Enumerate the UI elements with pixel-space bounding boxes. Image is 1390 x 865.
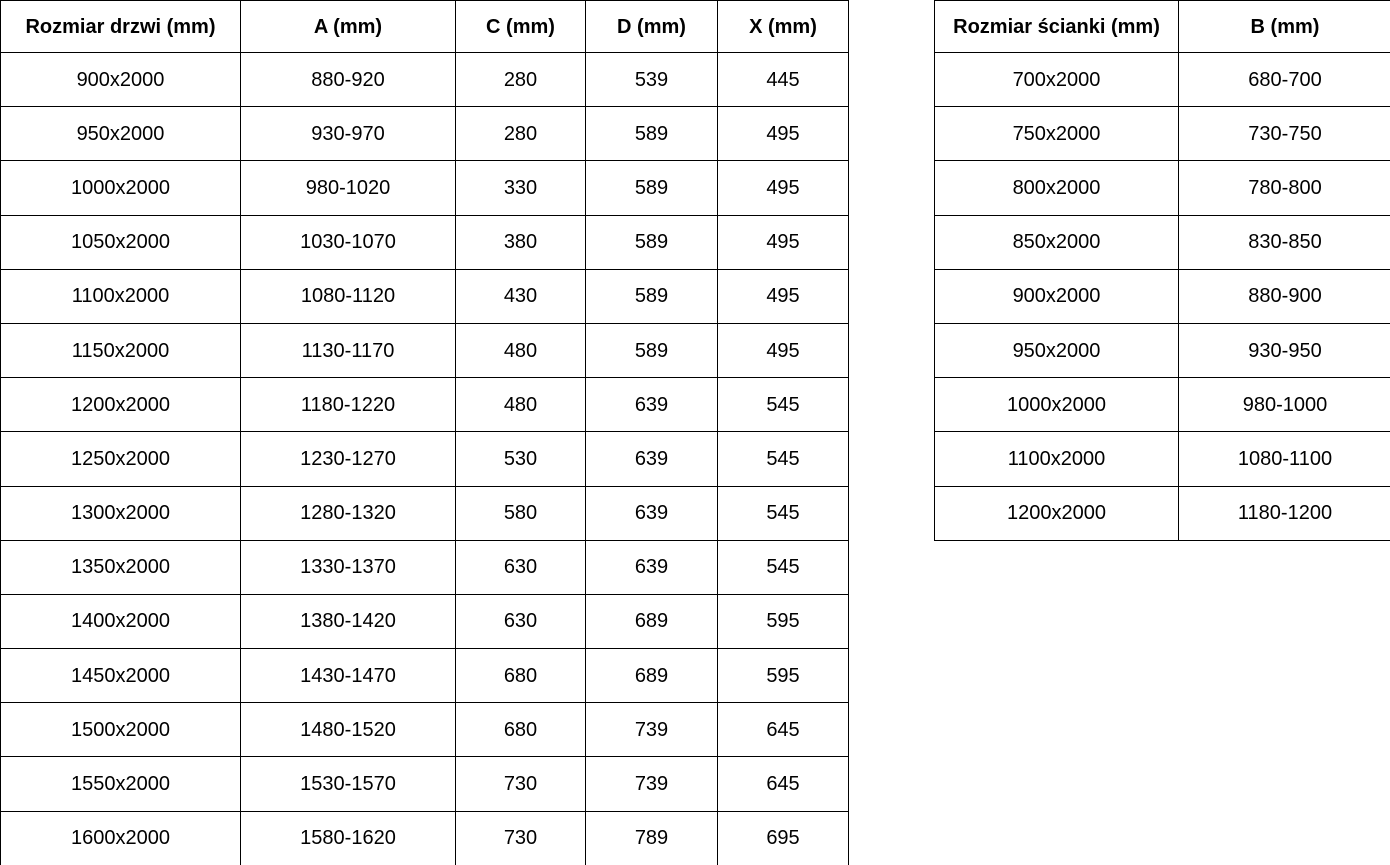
table-row xyxy=(1,432,849,486)
table-cell: 639 xyxy=(586,378,718,432)
table-cell: 595 xyxy=(718,649,849,703)
table-cell: 689 xyxy=(586,649,718,703)
table-cell: 1180-1220 xyxy=(241,378,456,432)
table-cell: 850x2000 xyxy=(935,215,1179,269)
table-cell: 1450x2000 xyxy=(1,649,241,703)
table-row xyxy=(935,107,1390,161)
table-cell: 730 xyxy=(456,811,586,865)
table-cell: 645 xyxy=(718,757,849,811)
table-cell: 1030-1070 xyxy=(241,215,456,269)
table-cell: 589 xyxy=(586,161,718,215)
table-cell: 639 xyxy=(586,486,718,540)
table-cell: 1530-1570 xyxy=(241,757,456,811)
table-cell: 545 xyxy=(718,486,849,540)
table-cell: 1130-1170 xyxy=(241,323,456,377)
table-row xyxy=(1,107,849,161)
table-row xyxy=(1,811,849,865)
wall-table-header-row xyxy=(935,1,1390,53)
table-cell: 900x2000 xyxy=(935,269,1179,323)
table-row xyxy=(1,378,849,432)
table-cell: 1200x2000 xyxy=(1,378,241,432)
table-cell: 589 xyxy=(586,215,718,269)
table-cell: 700x2000 xyxy=(935,53,1179,107)
table-cell: 589 xyxy=(586,323,718,377)
table-cell: 530 xyxy=(456,432,586,486)
table-cell: 1480-1520 xyxy=(241,703,456,757)
table-cell: 800x2000 xyxy=(935,161,1179,215)
column-header: D (mm) xyxy=(586,1,718,53)
wall-sizes-table xyxy=(934,0,1390,541)
table-cell: 639 xyxy=(586,540,718,594)
table-cell: 1100x2000 xyxy=(935,432,1179,486)
table-cell: 1350x2000 xyxy=(1,540,241,594)
table-cell: 930-970 xyxy=(241,107,456,161)
wall-table-body xyxy=(935,53,1390,541)
table-cell: 1500x2000 xyxy=(1,703,241,757)
table-cell: 1100x2000 xyxy=(1,269,241,323)
table-cell: 495 xyxy=(718,161,849,215)
table-row xyxy=(935,432,1390,486)
table-cell: 445 xyxy=(718,53,849,107)
table-row xyxy=(1,215,849,269)
table-row xyxy=(1,703,849,757)
table-cell: 645 xyxy=(718,703,849,757)
table-row xyxy=(935,269,1390,323)
table-cell: 1600x2000 xyxy=(1,811,241,865)
table-cell: 630 xyxy=(456,540,586,594)
table-cell: 330 xyxy=(456,161,586,215)
table-cell: 980-1000 xyxy=(1179,378,1390,432)
table-cell: 545 xyxy=(718,432,849,486)
table-row xyxy=(1,269,849,323)
table-cell: 789 xyxy=(586,811,718,865)
table-cell: 930-950 xyxy=(1179,323,1390,377)
table-row xyxy=(935,323,1390,377)
table-cell: 1330-1370 xyxy=(241,540,456,594)
table-cell: 730 xyxy=(456,757,586,811)
table-cell: 539 xyxy=(586,53,718,107)
table-cell: 739 xyxy=(586,703,718,757)
table-cell: 780-800 xyxy=(1179,161,1390,215)
table-cell: 680 xyxy=(456,703,586,757)
table-row xyxy=(935,378,1390,432)
table-cell: 430 xyxy=(456,269,586,323)
table-cell: 1080-1120 xyxy=(241,269,456,323)
table-row xyxy=(1,540,849,594)
table-row xyxy=(1,594,849,648)
table-cell: 495 xyxy=(718,323,849,377)
table-cell: 639 xyxy=(586,432,718,486)
table-row xyxy=(935,161,1390,215)
table-cell: 495 xyxy=(718,107,849,161)
table-cell: 280 xyxy=(456,107,586,161)
table-cell: 880-920 xyxy=(241,53,456,107)
door-table-header-row xyxy=(1,1,849,53)
table-cell: 1180-1200 xyxy=(1179,486,1390,540)
table-row xyxy=(1,161,849,215)
table-cell: 595 xyxy=(718,594,849,648)
table-cell: 689 xyxy=(586,594,718,648)
table-cell: 1080-1100 xyxy=(1179,432,1390,486)
table-cell: 750x2000 xyxy=(935,107,1179,161)
table-row xyxy=(935,486,1390,540)
column-header: C (mm) xyxy=(456,1,586,53)
table-cell: 380 xyxy=(456,215,586,269)
table-cell: 1200x2000 xyxy=(935,486,1179,540)
table-cell: 900x2000 xyxy=(1,53,241,107)
table-cell: 1580-1620 xyxy=(241,811,456,865)
table-cell: 1150x2000 xyxy=(1,323,241,377)
table-cell: 680-700 xyxy=(1179,53,1390,107)
table-cell: 545 xyxy=(718,540,849,594)
table-cell: 580 xyxy=(456,486,586,540)
table-cell: 495 xyxy=(718,215,849,269)
table-cell: 1250x2000 xyxy=(1,432,241,486)
table-cell: 1000x2000 xyxy=(1,161,241,215)
table-cell: 695 xyxy=(718,811,849,865)
table-row xyxy=(1,53,849,107)
table-cell: 1000x2000 xyxy=(935,378,1179,432)
column-header: Rozmiar ścianki (mm) xyxy=(935,1,1179,53)
table-cell: 480 xyxy=(456,323,586,377)
table-cell: 630 xyxy=(456,594,586,648)
column-header: Rozmiar drzwi (mm) xyxy=(1,1,241,53)
table-cell: 545 xyxy=(718,378,849,432)
table-cell: 1280-1320 xyxy=(241,486,456,540)
table-cell: 680 xyxy=(456,649,586,703)
table-row xyxy=(935,215,1390,269)
table-cell: 1300x2000 xyxy=(1,486,241,540)
table-row xyxy=(1,486,849,540)
table-cell: 950x2000 xyxy=(1,107,241,161)
table-cell: 495 xyxy=(718,269,849,323)
table-cell: 1400x2000 xyxy=(1,594,241,648)
column-header: X (mm) xyxy=(718,1,849,53)
table-cell: 280 xyxy=(456,53,586,107)
table-cell: 730-750 xyxy=(1179,107,1390,161)
column-header: B (mm) xyxy=(1179,1,1390,53)
table-cell: 1380-1420 xyxy=(241,594,456,648)
table-cell: 739 xyxy=(586,757,718,811)
table-cell: 1430-1470 xyxy=(241,649,456,703)
table-row xyxy=(935,53,1390,107)
table-cell: 589 xyxy=(586,107,718,161)
column-header: A (mm) xyxy=(241,1,456,53)
table-cell: 589 xyxy=(586,269,718,323)
door-table-body xyxy=(1,53,849,865)
table-cell: 880-900 xyxy=(1179,269,1390,323)
table-cell: 830-850 xyxy=(1179,215,1390,269)
table-row xyxy=(1,757,849,811)
table-cell: 980-1020 xyxy=(241,161,456,215)
table-row xyxy=(1,323,849,377)
table-cell: 1230-1270 xyxy=(241,432,456,486)
table-cell: 1050x2000 xyxy=(1,215,241,269)
table-cell: 1550x2000 xyxy=(1,757,241,811)
table-cell: 480 xyxy=(456,378,586,432)
table-row xyxy=(1,649,849,703)
table-cell: 950x2000 xyxy=(935,323,1179,377)
